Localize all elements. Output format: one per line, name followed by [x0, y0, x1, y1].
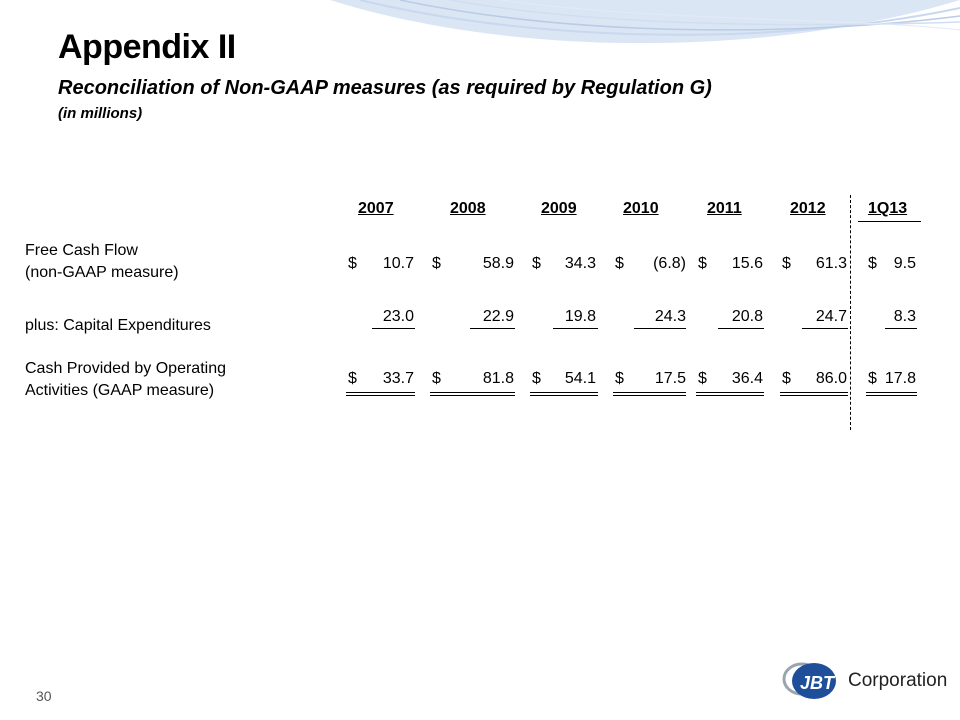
page-number: 30 — [36, 688, 52, 704]
subtotal-underline — [553, 328, 598, 329]
currency-symbol: $ — [868, 370, 877, 387]
row-label-line: plus: Capital Expenditures — [25, 317, 211, 334]
column-header-underline — [858, 221, 921, 222]
subtotal-underline — [802, 328, 848, 329]
cell-value: 17.5 — [654, 370, 686, 387]
row-label-line: Cash Provided by Operating — [25, 360, 226, 377]
cell-value: 17.8 — [884, 370, 916, 387]
currency-symbol: $ — [348, 370, 357, 387]
cell-value: 9.5 — [893, 255, 916, 272]
row-label-line: Activities (GAAP measure) — [25, 382, 215, 399]
cell-value: 15.6 — [731, 255, 763, 272]
currency-symbol: $ — [868, 255, 877, 272]
period-divider-dashed — [850, 195, 851, 430]
page-subtitle: Reconciliation of Non-GAAP measures (as required by Regulation G) — [58, 77, 712, 99]
column-header-2008: 2008 — [450, 200, 486, 217]
cell-value: 24.3 — [654, 308, 686, 325]
row-label-operating-cash — [25, 358, 226, 402]
cell-value: 23.0 — [382, 308, 414, 325]
row-label-line: Free Cash Flow — [25, 242, 138, 259]
row-label-capital-expenditures — [25, 315, 211, 337]
currency-symbol: $ — [532, 370, 541, 387]
row-label-free-cash-flow — [25, 240, 179, 284]
subtotal-underline — [885, 328, 917, 329]
total-double-underline — [780, 392, 848, 396]
currency-symbol: $ — [698, 370, 707, 387]
cell-value: 8.3 — [893, 308, 916, 325]
cell-value: 61.3 — [815, 255, 847, 272]
row-label-line: (non-GAAP measure) — [25, 264, 179, 281]
subtotal-underline — [634, 328, 686, 329]
cell-value: 33.7 — [382, 370, 414, 387]
logo-mark-text: JBT — [800, 673, 835, 693]
total-double-underline — [530, 392, 598, 396]
currency-symbol: $ — [782, 255, 791, 272]
cell-value: 58.9 — [482, 255, 514, 272]
currency-symbol: $ — [615, 255, 624, 272]
currency-symbol: $ — [432, 255, 441, 272]
cell-value: 34.3 — [564, 255, 596, 272]
units-note: (in millions) — [58, 105, 143, 122]
currency-symbol: $ — [698, 255, 707, 272]
column-header-2010: 2010 — [623, 200, 659, 217]
subtotal-underline — [372, 328, 415, 329]
cell-value: 10.7 — [382, 255, 414, 272]
total-double-underline — [346, 392, 415, 396]
currency-symbol: $ — [532, 255, 541, 272]
column-header-1q13: 1Q13 — [868, 200, 908, 217]
cell-value: 20.8 — [731, 308, 763, 325]
subtotal-underline — [718, 328, 764, 329]
column-header-2007: 2007 — [358, 200, 394, 217]
cell-value: 19.8 — [564, 308, 596, 325]
currency-symbol: $ — [782, 370, 791, 387]
total-double-underline — [696, 392, 764, 396]
currency-symbol: $ — [348, 255, 357, 272]
page-title: Appendix II — [58, 28, 236, 66]
total-double-underline — [430, 392, 515, 396]
logo-wordmark: Corporation — [848, 670, 948, 691]
cell-value: 24.7 — [815, 308, 847, 325]
cell-value: 81.8 — [482, 370, 514, 387]
column-header-2011: 2011 — [707, 200, 742, 217]
total-double-underline — [866, 392, 917, 396]
column-header-2012: 2012 — [790, 200, 826, 217]
currency-symbol: $ — [615, 370, 624, 387]
cell-value: (6.8) — [653, 255, 686, 272]
subtotal-underline — [470, 328, 515, 329]
currency-symbol: $ — [432, 370, 441, 387]
total-double-underline — [613, 392, 686, 396]
cell-value: 54.1 — [564, 370, 596, 387]
column-header-2009: 2009 — [541, 200, 577, 217]
cell-value: 22.9 — [482, 308, 514, 325]
cell-value: 86.0 — [815, 370, 847, 387]
cell-value: 36.4 — [731, 370, 763, 387]
